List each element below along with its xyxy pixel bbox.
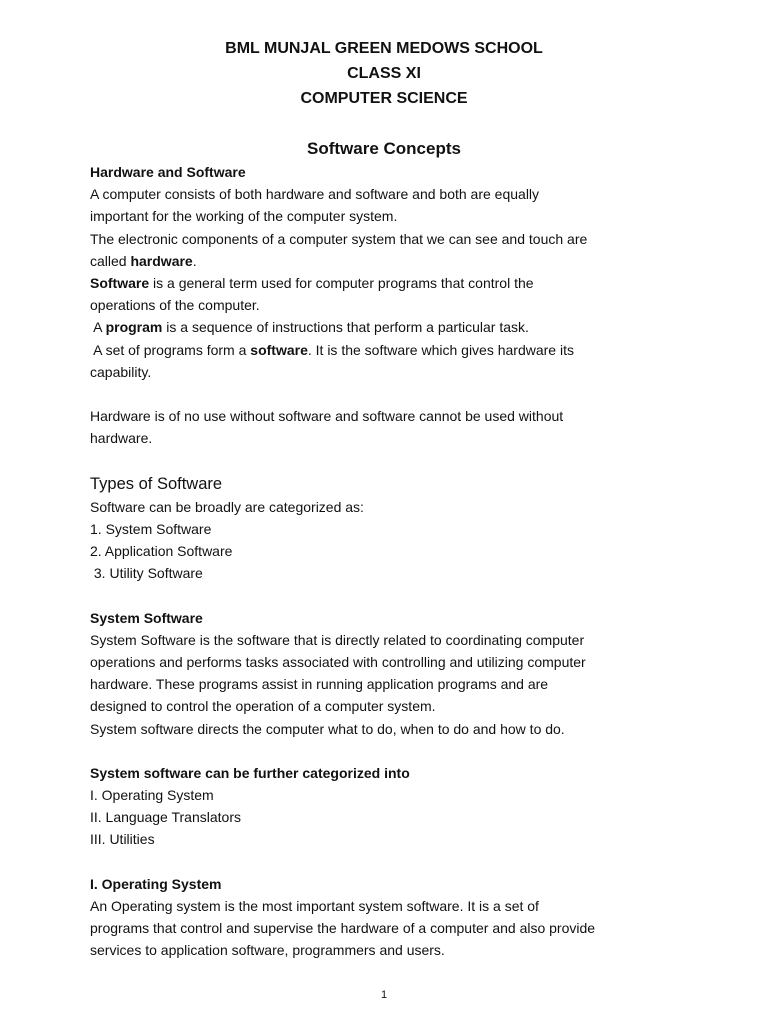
spacer xyxy=(90,383,690,405)
section-heading-categories: System software can be further categorized into xyxy=(90,764,410,781)
class-label: CLASS XI xyxy=(347,65,421,82)
paragraph-line: programs that control and supervise the hardware of a computer and also provide xyxy=(90,920,596,937)
bold-term-hardware: hardware xyxy=(130,252,193,269)
text-span: A set of programs form a xyxy=(90,341,251,358)
list-item: 1. System Software xyxy=(90,520,212,537)
text-span: is a sequence of instructions that perform a particular task. xyxy=(162,319,529,336)
spacer xyxy=(90,740,690,762)
page-number: 1 xyxy=(380,989,388,1001)
paragraph-line: System Software is the software that is directly related to coordinating computer xyxy=(90,631,585,648)
spacer xyxy=(90,584,690,606)
paragraph-line: The electronic components of a computer system that we can see and touch are xyxy=(90,230,588,247)
paragraph-line xyxy=(90,316,690,338)
list-item: III. Utilities xyxy=(90,831,155,848)
text-span: . xyxy=(192,252,197,269)
paragraph-line: services to application software, programmers and users. xyxy=(90,942,445,959)
paragraph-line: designed to control the operation of a computer system. xyxy=(90,698,436,715)
list-item: I. Operating System xyxy=(90,787,214,804)
paragraph-line: hardware. These programs assist in running application programs and are xyxy=(90,676,549,693)
paragraph-line: Software can be broadly are categorized as: xyxy=(90,498,364,515)
paragraph-line: operations and performs tasks associated with controlling and utilizing computer xyxy=(90,653,586,670)
list-item: 3. Utility Software xyxy=(90,565,203,582)
paragraph-line: System software directs the computer what to do, when to do and how to do. xyxy=(90,720,565,737)
paragraph-line: important for the working of the computer system. xyxy=(90,208,398,225)
paragraph-line: Hardware is of no use without software and software cannot be used without xyxy=(90,408,564,425)
paragraph-line: A computer consists of both hardware and software and both are equally xyxy=(90,186,540,203)
school-name: BML MUNJAL GREEN MEDOWS SCHOOL xyxy=(225,40,543,57)
document-body xyxy=(90,161,690,962)
paragraph-line: operations of the computer. xyxy=(90,297,260,314)
paragraph-line: capability. xyxy=(90,363,152,380)
bold-term-software: software xyxy=(250,341,308,358)
subject-label: COMPUTER SCIENCE xyxy=(300,90,468,107)
section-heading-types: Types of Software xyxy=(90,474,223,493)
paragraph-line: hardware. xyxy=(90,430,153,447)
bold-term-program: program xyxy=(105,319,163,336)
spacer xyxy=(90,851,690,873)
list-item: 2. Application Software xyxy=(90,543,233,559)
text-span: A xyxy=(90,319,106,336)
paragraph-line xyxy=(90,339,690,361)
section-heading-hardware-software: Hardware and Software xyxy=(90,164,246,180)
spacer xyxy=(90,449,690,471)
text-span: is a general term used for computer programs that control the xyxy=(149,274,534,291)
paragraph-line xyxy=(90,250,690,272)
paragraph-line: An Operating system is the most important system software. It is a set of xyxy=(90,898,539,914)
section-heading-operating-system: I. Operating System xyxy=(90,875,222,892)
text-span: called xyxy=(90,252,131,269)
bold-term-software: Software xyxy=(90,274,150,291)
paragraph-line xyxy=(90,272,690,294)
section-heading-system-software: System Software xyxy=(90,609,203,626)
text-span: . It is the software which gives hardware its xyxy=(307,341,574,358)
topic-title: Software Concepts xyxy=(307,139,461,158)
list-item: II. Language Translators xyxy=(90,809,241,826)
